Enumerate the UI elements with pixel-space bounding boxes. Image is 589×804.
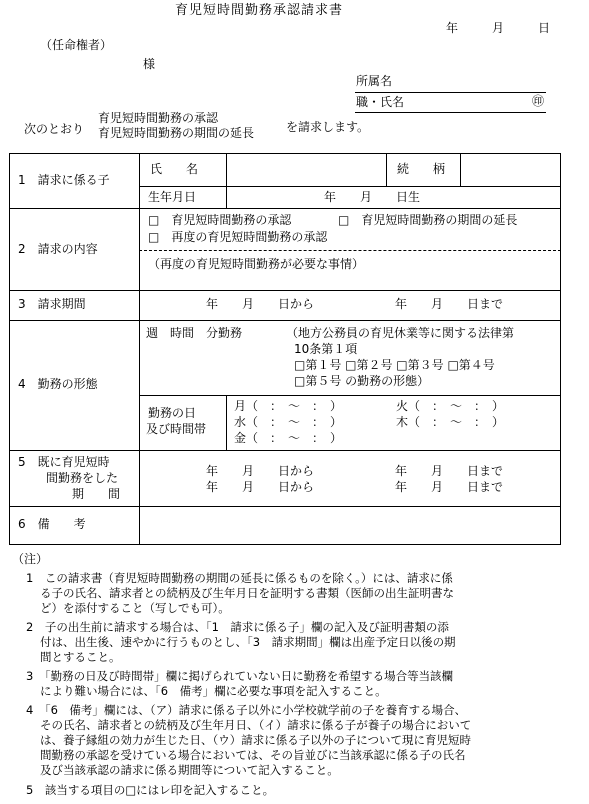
relation-value-divider xyxy=(460,153,461,186)
wednesday-hours[interactable]: 水（ ： ～ ： ） xyxy=(234,415,343,429)
row1-label: 1 請求に係る子 xyxy=(18,173,110,187)
work-days-label-2: 及び時間帯 xyxy=(146,422,207,436)
note-3: 3 「勤務の日及び時間帯」欄に掲げられていない日に勤務を希望する場合等当該欄 xyxy=(26,669,454,683)
affiliation-underline xyxy=(355,92,546,93)
checkbox-approval[interactable]: □ 育児短時間勤務の承認 xyxy=(148,213,292,227)
reapproval-reason[interactable]: （再度の育児短時間勤務が必要な事情） xyxy=(148,257,365,271)
friday-hours[interactable]: 金（ ： ～ ： ） xyxy=(234,431,343,445)
row4-label: 4 勤務の形態 xyxy=(18,377,98,391)
note-5: 5 該当する項目の□にはレ印を記入すること。 xyxy=(26,783,275,797)
row-divider xyxy=(9,208,561,209)
note-2: 2 子の出生前に請求する場合は、「1 請求に係る子」欄の記入及び証明書類の添 xyxy=(26,620,449,634)
tuesday-hours[interactable]: 火（ ： ～ ： ） xyxy=(396,399,505,413)
row5-label-2: 間勤務をした xyxy=(46,471,119,485)
previous-period-from[interactable]: 年 月 日から xyxy=(206,464,315,478)
date-month: 月 xyxy=(492,21,505,35)
name-underline xyxy=(355,112,546,113)
sama-label: 様 xyxy=(143,57,156,71)
row-divider xyxy=(9,506,561,507)
previous-period-from-2[interactable]: 年 月 日から xyxy=(206,480,315,494)
note-2-cont: 間とすること。 xyxy=(40,650,121,664)
law-items-1[interactable]: □第１号 □第２号 □第３号 □第４号 xyxy=(294,358,495,372)
child-name-field[interactable] xyxy=(228,156,384,184)
intro-suffix: を請求します。 xyxy=(286,120,370,134)
law-text-1: （地方公務員の育児休業等に関する法律第 xyxy=(286,326,515,340)
name-label: 職・氏名 xyxy=(356,95,405,109)
note-2-cont: 付は、出生後、速やかに行うものとし、「3 請求期間」欄は出産予定日以後の期 xyxy=(40,635,456,649)
note-4-cont: その氏名、請求者との続柄及び生年月日、（イ）請求に係る子が養子の場合において xyxy=(40,718,472,732)
dob-label: 生年月日 xyxy=(148,190,197,204)
previous-period-to-2[interactable]: 年 月 日まで xyxy=(395,480,504,494)
row-divider xyxy=(9,450,561,451)
dob-value[interactable]: 年 月 日生 xyxy=(324,190,421,204)
row4-inner-divider xyxy=(139,395,561,396)
note-4-cont: 間勤務の承認を受けている場合においては、その旨並びに当該承認に係る子の氏名 xyxy=(40,748,466,762)
note-3-cont: により難い場合には、「6 備考」欄に必要な事項を記入すること。 xyxy=(40,684,387,698)
relation-field[interactable] xyxy=(462,156,558,184)
seal-mark: ㊞ xyxy=(532,94,545,108)
note-1-cont: る子の氏名、請求者との続柄及び生年月日を証明する書類（医師の出生証明書な xyxy=(40,586,454,600)
law-items-2[interactable]: □第５号 の勤務の形態） xyxy=(294,374,430,388)
row3-label: 3 請求期間 xyxy=(18,297,86,311)
row-divider xyxy=(9,320,561,321)
relation-cell-divider xyxy=(386,153,387,186)
weekly-hours[interactable]: 週 時間 分勤務 xyxy=(146,326,243,340)
row-divider xyxy=(9,290,561,291)
child-name-label: 氏 名 xyxy=(150,162,199,176)
date-year: 年 xyxy=(446,21,459,35)
row5-label-3: 期 間 xyxy=(72,487,121,501)
checkbox-reapproval[interactable]: □ 再度の育児短時間勤務の承認 xyxy=(148,230,328,244)
days-cell-divider xyxy=(226,395,227,450)
thursday-hours[interactable]: 木（ ： ～ ： ） xyxy=(396,415,505,429)
notes-heading: （注） xyxy=(12,552,49,566)
note-4: 4 「6 備考」欄には、（ア）請求に係る子以外に小学校就学前の子を養育する場合、 xyxy=(26,703,467,717)
label-column-divider xyxy=(139,153,140,545)
intro-option-extension: 育児短時間勤務の期間の延長 xyxy=(98,126,255,140)
note-1-cont: ど）を添付すること（写しでも可）。 xyxy=(40,601,230,615)
work-days-label: 勤務の日 xyxy=(148,406,197,420)
row1-inner-divider xyxy=(139,186,561,187)
note-4-cont: 及び当該承認の請求に係る期間等について記入すること。 xyxy=(40,763,339,777)
row5-label-1: 5 既に育児短時 xyxy=(18,455,110,469)
affiliation-label: 所属名 xyxy=(356,74,393,88)
period-to[interactable]: 年 月 日まで xyxy=(395,297,504,311)
intro-option-approval: 育児短時間勤務の承認 xyxy=(98,111,219,125)
law-text-2: 10条第１項 xyxy=(294,342,358,356)
checkbox-extension[interactable]: □ 育児短時間勤務の期間の延長 xyxy=(338,213,518,227)
document-title: 育児短時間勤務承認請求書 xyxy=(175,3,344,18)
relation-label: 続 柄 xyxy=(397,162,446,176)
date-day: 日 xyxy=(538,21,551,35)
remarks-field[interactable] xyxy=(142,509,558,543)
name-cell-divider xyxy=(226,153,227,209)
note-4-cont: は、養子縁組の効力が生じた日、（ウ）請求に係る子以外の子について現に育児短時 xyxy=(40,733,472,747)
intro-prefix: 次のとおり xyxy=(24,122,85,136)
appointer-label: （任命権者） xyxy=(40,38,113,52)
note-1: 1 この請求書（育児短時間勤務の期間の延長に係るものを除く。）には、請求に係 xyxy=(26,571,453,585)
row2-label: 2 請求の内容 xyxy=(18,242,98,256)
row2-dashed-divider xyxy=(139,250,561,251)
row6-label: 6 備 考 xyxy=(18,517,86,531)
previous-period-to[interactable]: 年 月 日まで xyxy=(395,464,504,478)
period-from[interactable]: 年 月 日から xyxy=(206,297,315,311)
monday-hours[interactable]: 月（ ： ～ ： ） xyxy=(234,399,343,413)
